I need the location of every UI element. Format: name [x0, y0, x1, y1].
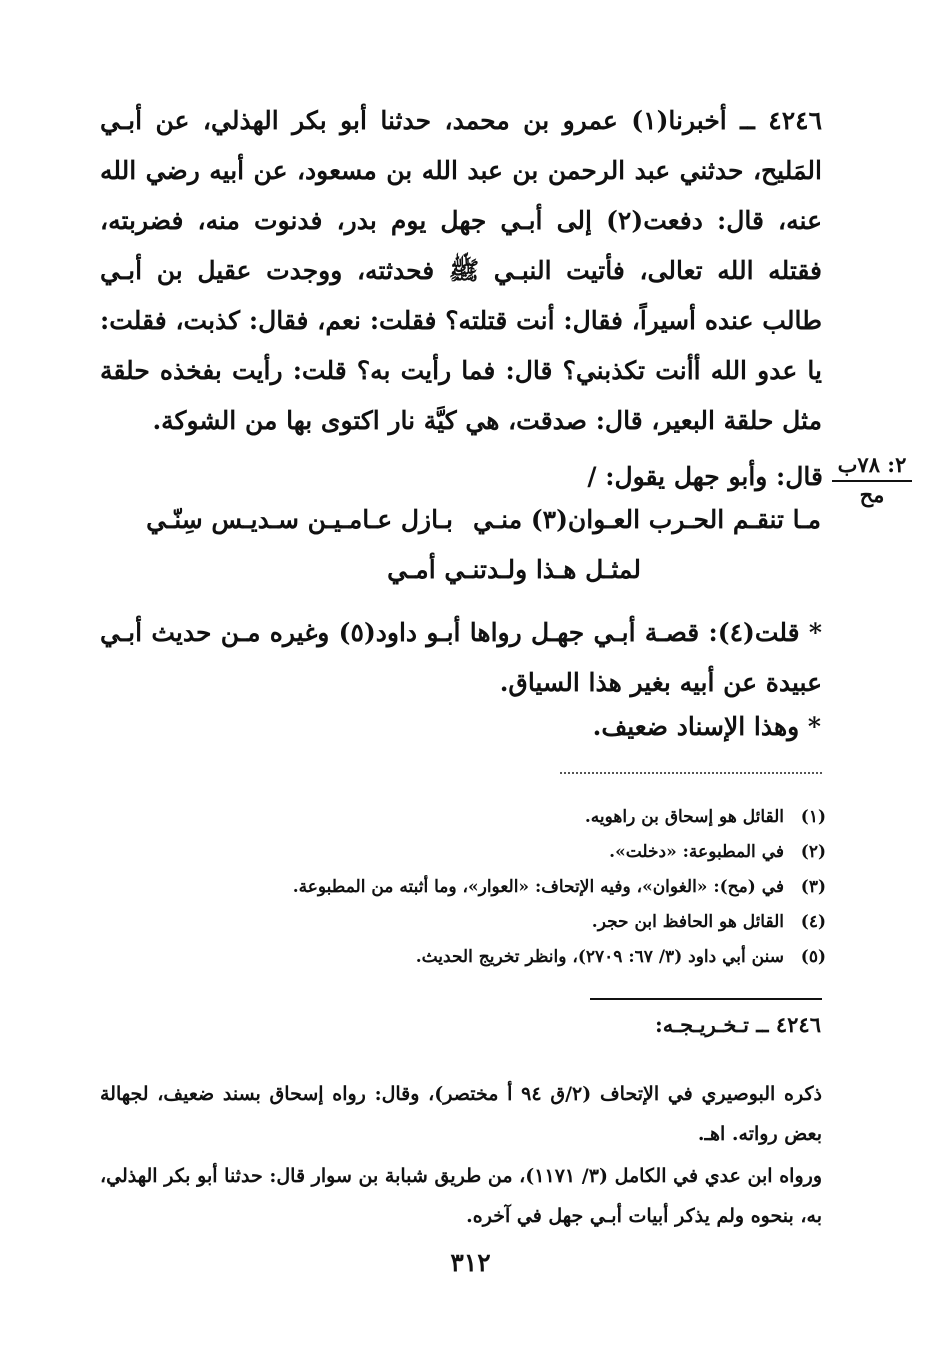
footnote-text: في (مح): «الغوان»، وفيه الإتحاف: «العوار»، وما أثبته من المطبوعة.: [292, 877, 784, 897]
takhrij-paragraph-2: ورواه ابن عدي في الكامل (٣/ ١١٧١)، من طريق شبابة بن سوار قال: حدثنا أبو بكر الهذلي، به، بنحوه ولم يذكر أبيات أبـي جهل في آخره.: [100, 1165, 822, 1227]
verse-hemistich-2: بـازل عـامـيـن سـديـس سِنّـي: [146, 505, 453, 534]
footnote-number: (١): [800, 807, 826, 827]
page-number: ٣١٢: [450, 1248, 491, 1277]
hadith-text: ٤٢٤٦ ــ أخبرنا(١) عمرو بن محمد، حدثنا أبو بكر الهذلي، عن أبـي المَليح، حدثني عبد الرحمن بن عبد الله بن مسعود، عن أبيه رضي الله عنه، قال: دفعت(٢) إلى أبـي جهل يوم بدر، فدنوت منه، فضربته، فقتله الله تعالى، فأتيت النبـي ﷺ فحدثته، ووجدت عقيل بن أبـي طالب عنده أسيراً، فقال: أنت قتلته؟ فقلت: نعم، فقال: كذبت، فقلت: يا عدو الله أأنت تكذبني؟ قال: فما رأيت به؟ قلت: رأيت بفخذه حلقة مثل حلقة البعير، قال: صدقت، هي كيَّة نار اكتوى بها من الشوكة.: [100, 106, 822, 435]
footnote-text: القائل هو إسحاق بن راهويه.: [584, 807, 784, 827]
footnote-item: [293, 940, 826, 975]
margin-note-folio: ٢: ٧٨ب: [832, 452, 912, 482]
footnote-separator: [560, 772, 822, 774]
footnotes: [293, 800, 826, 975]
manuscript-margin-note: [832, 452, 912, 508]
footnote-number: (٢): [800, 842, 826, 862]
footnote-number: (٣): [800, 877, 826, 897]
editor-comment: * قلت(٤): قصـة أبـي جهـل رواها أبـو داود(٥) وغيره مـن حديث أبـي عبيدة عن أبيه بغير هذا السياق.: [100, 618, 822, 697]
footnote-number: (٥): [800, 947, 826, 967]
footnote-item: [293, 835, 826, 870]
isnad-grade: * وهذا الإسناد ضعيف.: [592, 712, 821, 741]
footnote-item: [293, 800, 826, 835]
takhrij-separator: [590, 998, 822, 1000]
footnote-text: القائل هو الحافظ ابن حجر.: [591, 912, 784, 932]
footnote-item: [293, 905, 826, 940]
verse-line-2: لمثـل هـذا ولـدتنـي أمـي: [387, 555, 641, 584]
qal-line: قال: وأبو جهل يقول: /: [587, 462, 823, 491]
footnote-item: [293, 870, 826, 905]
footnote-text: سنن أبي داود (٣/ ٦٧: ٢٧٠٩)، وانظر تخريج الحديث.: [415, 947, 784, 967]
margin-note-siglum: مح: [859, 482, 885, 507]
takhrij-title: ٤٢٤٦ ــ تـخـريـجـه:: [654, 1012, 821, 1037]
footnote-number: (٤): [800, 912, 826, 932]
verse-hemistich-1: مـا تنقـم الحـرب العـوان(٣) منـي: [473, 505, 821, 534]
takhrij-paragraph-1: ذكره البوصيري في الإتحاف (٢/ق ٩٤ أ مختصر)، وقال: رواه إسحاق بسند ضعيف، لجهالة بعض رواته. اهـ.: [100, 1083, 822, 1145]
footnote-text: في المطبوعة: «دخلت».: [609, 842, 784, 862]
